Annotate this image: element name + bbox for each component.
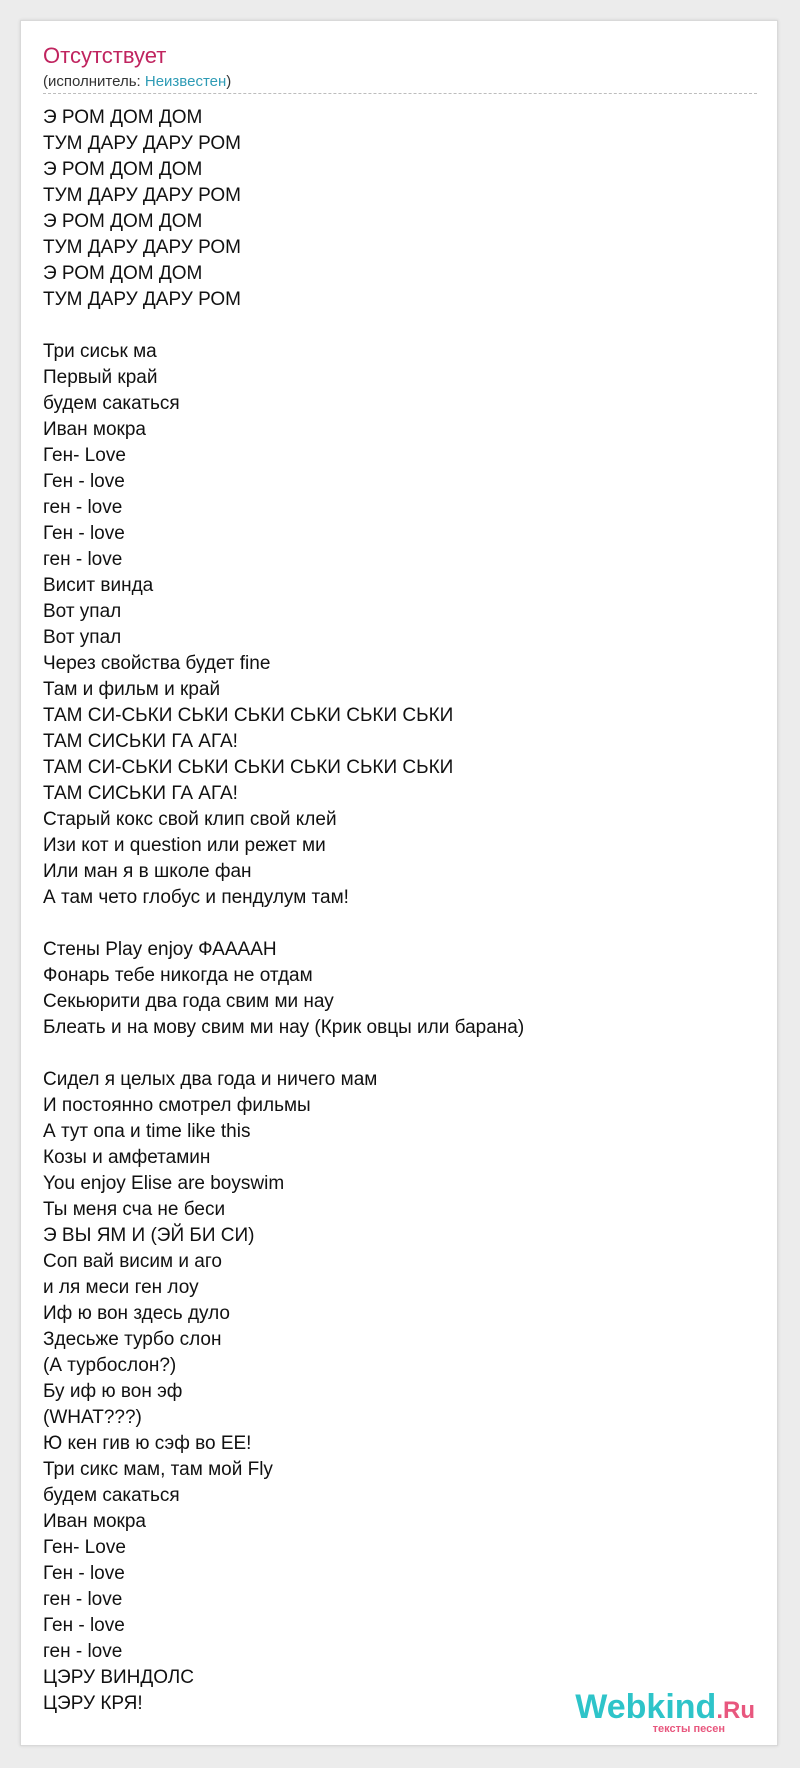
lyric-line: Э ВЫ ЯМ И (ЭЙ БИ СИ) [43, 1225, 255, 1246]
lyric-line: ген - love [43, 1641, 123, 1662]
lyric-line: А тут опа и time like this [43, 1121, 251, 1142]
lyric-line: Секьюрити два года свим ми нау [43, 991, 334, 1012]
lyric-line: Соп вай висим и аго [43, 1251, 222, 1272]
lyric-line: А там чето глобус и пендулум там! [43, 887, 349, 908]
lyric-line: Сидел я целых два года и ничего мам [43, 1069, 378, 1090]
lyric-line: Э РОМ ДОМ ДОМ [43, 211, 203, 232]
lyric-line: ЦЭРУ ВИНДОЛС [43, 1667, 194, 1688]
lyric-line: Иван мокра [43, 419, 146, 440]
lyric-line: ТАМ СИСЬКИ ГА АГА! [43, 783, 238, 804]
lyric-line: ТУМ ДАРУ ДАРУ РОМ [43, 237, 241, 258]
lyric-line: Здесьже турбо слон [43, 1329, 222, 1350]
lyric-line: Стены Play enjoy ФАААAН [43, 939, 277, 960]
lyrics-body [43, 105, 757, 1717]
lyric-line: Висит винда [43, 575, 154, 596]
lyric-line: Старый кокс свой клип свой клей [43, 809, 337, 830]
artist-line [43, 73, 231, 91]
lyric-line: Ты меня сча не беси [43, 1199, 226, 1220]
lyric-line: Через свойства будет fine [43, 653, 271, 674]
lyric-line: Вот упал [43, 601, 122, 622]
lyric-line: Ген - love [43, 1615, 125, 1636]
lyric-line [43, 313, 757, 339]
artist-link[interactable]: Неизвестен [144, 73, 227, 90]
lyric-line: Фонарь тебе никогда не отдам [43, 965, 313, 986]
lyric-line: Три сикс мам, там мой Fly [43, 1459, 273, 1480]
lyric-line: Иван мокра [43, 1511, 146, 1532]
lyric-line: Э РОМ ДОМ ДОМ [43, 107, 203, 128]
lyric-line: Ген - love [43, 523, 125, 544]
lyric-line: ТУМ ДАРУ ДАРУ РОМ [43, 289, 241, 310]
lyric-line: ТАМ СИ-СЬКИ СЬКИ СЬКИ СЬКИ СЬКИ СЬКИ [43, 757, 454, 778]
lyric-line: Э РОМ ДОМ ДОМ [43, 159, 203, 180]
lyric-line: будем сакаться [43, 393, 180, 414]
lyric-line: Ген- Love [43, 1537, 126, 1558]
lyric-line: ТАМ СИСЬКИ ГА АГА! [43, 731, 238, 752]
lyric-line: ген - love [43, 1589, 123, 1610]
lyrics-card [20, 20, 778, 1746]
lyric-line: Изи кот и question или режет ми [43, 835, 326, 856]
song-title: Отсутствует [43, 43, 167, 68]
lyric-line: будем сакаться [43, 1485, 180, 1506]
artist-prefix: (исполнитель: [43, 73, 145, 90]
lyric-line: и ля меси ген лоу [43, 1277, 199, 1298]
lyric-line: Ген - love [43, 1563, 125, 1584]
lyric-line: Там и фильм и край [43, 679, 221, 700]
divider [43, 93, 757, 94]
lyric-line: Три сиськ ма [43, 341, 157, 362]
lyric-line [43, 1041, 757, 1067]
lyric-line [43, 911, 757, 937]
lyric-line: Иф ю вон здесь дуло [43, 1303, 230, 1324]
lyric-line: (WHAT???) [43, 1407, 142, 1428]
lyric-line: Ю кен гив ю сэф во ЕЕ! [43, 1433, 252, 1454]
artist-suffix: ) [226, 73, 232, 90]
lyric-line: Блеать и на мову свим ми нау (Крик овцы или барана) [43, 1017, 525, 1038]
lyric-line: (А турбослон?) [43, 1355, 177, 1376]
lyric-line: Первый край [43, 367, 158, 388]
lyric-line: Козы и амфетамин [43, 1147, 211, 1168]
logo-suffix-text: .Ru [716, 1697, 755, 1724]
lyric-line: И постоянно смотрел фильмы [43, 1095, 311, 1116]
lyric-line: You enjoy Elise are boyswim [43, 1173, 285, 1194]
lyric-line: ТУМ ДАРУ ДАРУ РОМ [43, 185, 241, 206]
lyric-line: Вот упал [43, 627, 122, 648]
lyric-line: ТУМ ДАРУ ДАРУ РОМ [43, 133, 241, 154]
site-logo[interactable] [575, 1689, 755, 1735]
logo-tagline: тексты песен [652, 1723, 725, 1735]
lyric-line: ТАМ СИ-СЬКИ СЬКИ СЬКИ СЬКИ СЬКИ СЬКИ [43, 705, 454, 726]
lyric-line: Ген- Love [43, 445, 126, 466]
lyric-line: Э РОМ ДОМ ДОМ [43, 263, 203, 284]
lyric-line: Бу иф ю вон эф [43, 1381, 183, 1402]
lyric-line: ген - love [43, 497, 123, 518]
logo-main-text: Webkind [575, 1688, 717, 1726]
lyric-line: Ген - love [43, 471, 125, 492]
lyric-line: ЦЭРУ КРЯ! [43, 1693, 143, 1714]
lyric-line: Или ман я в школе фан [43, 861, 252, 882]
lyric-line: ген - love [43, 549, 123, 570]
